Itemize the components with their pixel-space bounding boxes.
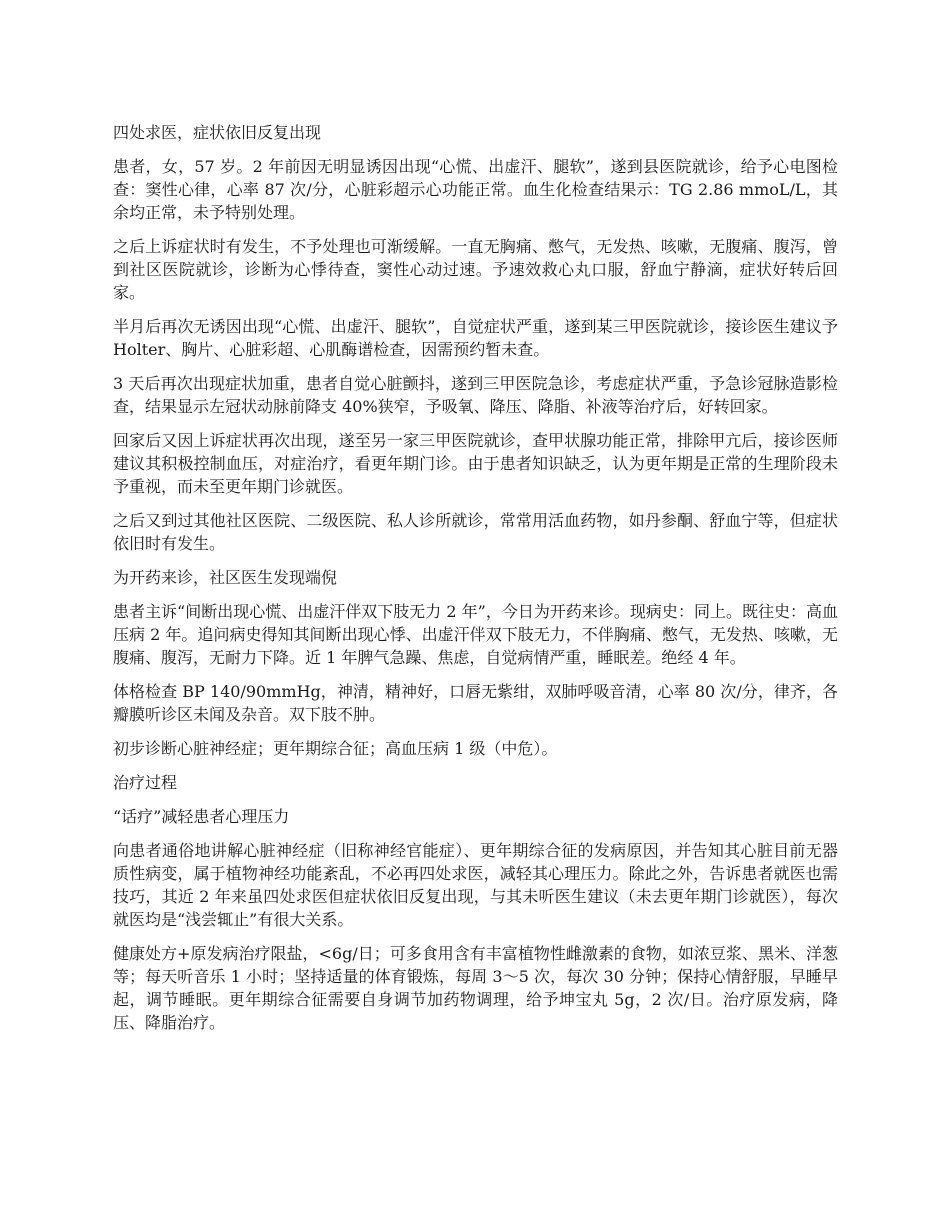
paragraph-recurring-symptoms: 之后上诉症状时有发生，不予处理也可渐缓解。一直无胸痛、憋气，无发热、咳嗽，无腹痛、腹泻，曾到社区医院就诊，诊断为心悸待查，窦性心动过速。予速效救心丸口服，舒血宁静滴，症状好转后回家。 xyxy=(113,237,838,302)
paragraph-health-prescription: 健康处方+原发病治疗限盐，<6g/日；可多食用含有丰富植物性雌激素的食物，如浓豆浆、黑米、洋葱等；每天听音乐 1 小时；坚持适量的体育锻炼，每周 3～5 次，每次 30 分钟；保持心情舒服，早睡早起，调节睡眠。更年期综合征需要自身调节加药物调理，给予坤宝丸 5g，2 次/日。治疗原发病，降压、降脂治疗。 xyxy=(113,944,838,1032)
paragraph-diagnosis: 初步诊断心脏神经症；更年期综合征；高血压病 1 级（中危）。 xyxy=(113,739,558,758)
subheading-talk-therapy: “话疗”减轻患者心理压力 xyxy=(113,807,290,826)
paragraph-thyroid-check: 回家后又因上诉症状再次出现，遂至另一家三甲医院就诊，查甲状腺功能正常，排除甲亢后，接诊医师建议其积极控制血压，对症治疗，看更年期门诊。由于患者知识缺乏，认为更年期是正常的生理阶段未予重视，而未至更年期门诊就医。 xyxy=(113,431,838,496)
section-heading-community-doctor: 为开药来诊，社区医生发现端倪 xyxy=(113,568,338,587)
section-heading-treatment: 治疗过程 xyxy=(113,773,178,792)
paragraph-chief-complaint: 患者主诉“间断出现心慌、出虚汗伴双下肢无力 2 年”，今日为开药来诊。现病史：同上。既往史：高血压病 2 年。追问病史得知其间断出现心悸、出虚汗伴双下肢无力，不伴胸痛、憋气，无发热、咳嗽，无腹痛、腹泻，无耐力下降。近 1 年脾气急躁、焦虑，自觉病情严重，睡眠差。绝经 4 年。 xyxy=(113,602,838,667)
paragraph-physical-exam: 体格检查 BP 140/90mmHg，神清，精神好，口唇无紫绀，双肺呼吸音清，心率 80 次/分，律齐，各瓣膜听诊区未闻及杂音。双下肢不肿。 xyxy=(113,682,838,724)
paragraph-initial-visit: 患者，女，57 岁。2 年前因无明显诱因出现“心慌、出虚汗、腿软”，遂到县医院就诊，给予心电图检查：窦性心律，心率 87 次/分，心脏彩超示心功能正常。血生化检查结果示：TG 2.86 mmoL/L，其余均正常，未予特别处理。 xyxy=(113,157,838,222)
paragraph-other-clinics: 之后又到过其他社区医院、二级医院、私人诊所就诊，常常用活血药物，如丹参酮、舒血宁等，但症状依旧时有发生。 xyxy=(113,511,838,553)
paragraph-psychological-relief: 向患者通俗地讲解心脏神经症（旧称神经官能症）、更年期综合征的发病原因，并告知其心脏目前无器质性病变，属于植物神经功能紊乱，不必再四处求医，减轻其心理压力。除此之外，告诉患者就医也需技巧，其近 2 年来虽四处求医但症状依旧反复出现，与其未听医生建议（未去更年期门诊就医），每次就医均是“浅尝辄止”有很大关系。 xyxy=(113,841,838,929)
paragraph-emergency-angiography: 3 天后再次出现症状加重，患者自觉心脏颤抖，遂到三甲医院急诊，考虑症状严重，予急诊冠脉造影检查，结果显示左冠状动脉前降支 40%狭窄，予吸氧、降压、降脂、补液等治疗后，好转回家。 xyxy=(113,374,838,416)
section-heading-seeking-care: 四处求医，症状依旧反复出现 xyxy=(113,123,322,142)
paragraph-hospital-visit: 半月后再次无诱因出现“心慌、出虚汗、腿软”，自觉症状严重，遂到某三甲医院就诊，接诊医生建议予 Holter、胸片、心脏彩超、心肌酶谱检查，因需预约暂未查。 xyxy=(113,317,838,359)
